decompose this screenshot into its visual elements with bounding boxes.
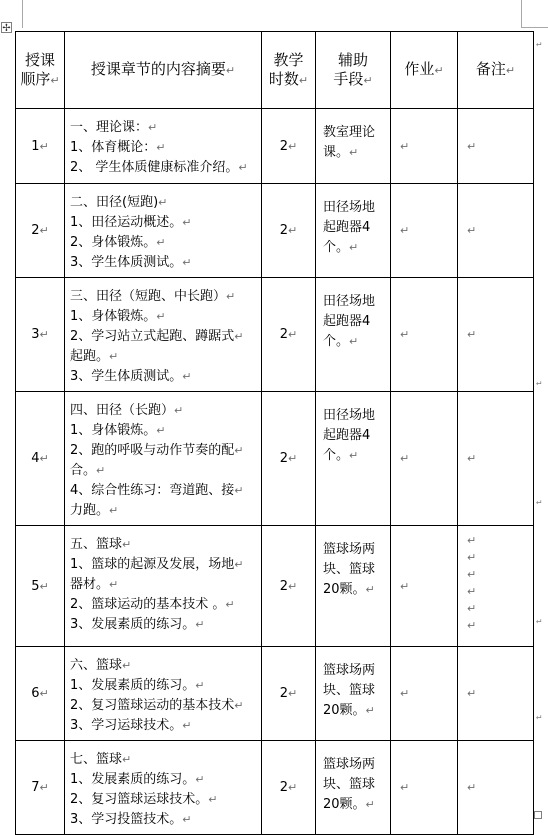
paragraph-mark: ↵ (400, 328, 410, 341)
content-line: 三、田径（短跑、中长跑）↵ (70, 289, 236, 304)
paragraph-mark: ↵ (122, 538, 132, 551)
row-notes (458, 392, 534, 526)
header-order: 授课 顺序↵ (16, 32, 65, 109)
aid-line: 20颗。↵ (323, 582, 375, 597)
table-header-row (16, 32, 534, 109)
table-row (16, 184, 534, 278)
row-hours: 2↵ (262, 278, 316, 392)
aid-line: 起跑器4 (323, 314, 371, 329)
content-line: 3、学习投篮技术。↵ (70, 812, 192, 827)
content-line: 二、田径(短跑)↵ (70, 195, 168, 210)
row-content (65, 109, 262, 184)
paragraph-mark: ↵ (349, 241, 359, 254)
header-hours: 教学 时数↵ (262, 32, 316, 109)
aid-line: 个。↵ (323, 240, 359, 255)
paragraph-mark: ↵ (96, 464, 106, 477)
row-aids (316, 741, 391, 835)
paragraph-mark: ↵ (226, 290, 236, 303)
aid-line: 篮球场两 (323, 542, 376, 557)
paragraph-mark: ↵ (288, 139, 298, 153)
content-line: 1、篮球的起源及发展，场地↵ (70, 557, 244, 572)
row-hours: 2↵ (262, 109, 316, 184)
right-margin-mark-4: ↵ (536, 616, 542, 626)
paragraph-mark: ↵ (182, 719, 192, 732)
paragraph-mark: ↵ (234, 484, 244, 497)
content-line: 1、身体锻炼。↵ (70, 309, 166, 324)
paragraph-mark: ↵ (288, 224, 298, 237)
content-line: 起跑。↵ (70, 349, 119, 364)
right-margin-mark-5: ↵ (536, 712, 542, 722)
paragraph-mark: ↵ (109, 350, 119, 363)
content-line: 2、身体锻炼。↵ (70, 235, 166, 250)
paragraph-mark: ↵ (467, 534, 477, 547)
paragraph-mark: ↵ (39, 579, 49, 593)
paragraph-mark: ↵ (288, 687, 298, 700)
paragraph-mark: ↵ (39, 452, 49, 465)
paragraph-mark: ↵ (208, 793, 218, 806)
row-order: 6↵ (16, 647, 65, 741)
row-order: 4↵ (16, 392, 65, 526)
row-aids (316, 184, 391, 278)
paragraph-mark: ↵ (156, 424, 166, 437)
table-row (16, 278, 534, 392)
paragraph-mark: ↵ (122, 753, 132, 766)
paragraph-mark: ↵ (400, 687, 410, 700)
paragraph-mark: ↵ (39, 139, 49, 153)
paragraph-mark: ↵ (156, 310, 166, 323)
paragraph-mark: ↵ (148, 121, 158, 134)
row-notes (458, 647, 534, 741)
paragraph-mark: ↵ (400, 139, 410, 153)
paragraph-mark: ↵ (467, 452, 477, 465)
row-homework (391, 647, 458, 741)
right-margin-mark-3: ↵ (536, 497, 542, 507)
aid-line: 田径场地 (323, 294, 376, 309)
table-row (16, 392, 534, 526)
content-line: 1、田径运动概述。↵ (70, 215, 192, 230)
page-corner-mark-bottom (521, 27, 548, 28)
row-aids (316, 392, 391, 526)
aid-line: 教室理论 (323, 125, 376, 140)
row-notes (458, 278, 534, 392)
content-line: 3、学生体质测试。↵ (70, 369, 192, 384)
paragraph-mark: ↵ (365, 704, 375, 717)
content-line: 一、理论课：↵ (70, 120, 158, 135)
paragraph-mark: ↵ (234, 558, 244, 571)
header-notes: 备注↵ (458, 32, 534, 109)
row-aids (316, 526, 391, 647)
content-line: 2、 学生体质健康标准介绍。↵ (70, 160, 248, 175)
paragraph-mark: ↵ (400, 579, 410, 593)
content-line: 四、田径（长跑）↵ (70, 403, 184, 418)
right-margin-mark-2: ↵ (536, 378, 542, 388)
content-line: 3、学生体质测试。↵ (70, 255, 192, 270)
row-notes (458, 109, 534, 184)
row-order: 7↵ (16, 741, 65, 835)
content-line: 1、身体锻炼。↵ (70, 423, 166, 438)
paragraph-mark: ↵ (467, 224, 477, 237)
aid-line: 块、篮球 (323, 777, 376, 792)
content-line: 六、篮球↵ (70, 658, 132, 673)
page-corner-mark-left (22, 0, 23, 28)
table-resize-handle[interactable] (534, 811, 542, 819)
paragraph-mark: ↵ (467, 687, 477, 700)
paragraph-mark: ↵ (174, 404, 184, 417)
paragraph-mark: ↵ (195, 618, 205, 631)
paragraph-mark: ↵ (156, 236, 166, 249)
paragraph-mark: ↵ (365, 583, 375, 596)
paragraph-mark: ↵ (234, 699, 244, 712)
content-line: 力跑。↵ (70, 503, 119, 518)
header-aids: 辅助 手段↵ (316, 32, 391, 109)
right-margin-mark-1: ↵ (536, 39, 542, 49)
paragraph-mark: ↵ (109, 504, 119, 517)
paragraph-mark: ↵ (122, 659, 132, 672)
aid-line: 起跑器4 (323, 428, 371, 443)
paragraph-mark: ↵ (467, 568, 477, 581)
table-row (16, 526, 534, 647)
paragraph-mark: ↵ (158, 196, 168, 209)
paragraph-mark: ↵ (182, 256, 192, 269)
content-line: 2、学习站立式起跑、蹲踞式↵ (70, 329, 244, 344)
row-homework (391, 184, 458, 278)
aid-line: 20颗。↵ (323, 703, 375, 718)
paragraph-mark: ↵ (400, 452, 410, 465)
paragraph-mark: ↵ (400, 224, 410, 237)
content-line: 七、篮球↵ (70, 752, 132, 767)
row-notes (458, 184, 534, 278)
row-content (65, 184, 262, 278)
paragraph-mark: ↵ (234, 330, 244, 343)
row-homework (391, 741, 458, 835)
aid-line: 起跑器4 (323, 220, 371, 235)
header-homework: 作业↵ (391, 32, 458, 109)
content-line: 1、体育概论：↵ (70, 140, 166, 155)
paragraph-mark: ↵ (467, 328, 477, 341)
aid-line: 课。↵ (323, 145, 359, 160)
content-line: 1、发展素质的练习。↵ (70, 772, 205, 787)
aid-line: 篮球场两 (323, 663, 376, 678)
aid-line: 个。↵ (323, 334, 359, 349)
row-hours: 2↵ (262, 184, 316, 278)
row-order: 3↵ (16, 278, 65, 392)
content-line: 3、学习运球技术。↵ (70, 718, 192, 733)
row-notes (458, 741, 534, 835)
row-order: 1↵ (16, 109, 65, 184)
paragraph-mark: ↵ (39, 328, 49, 341)
paragraph-mark: ↵ (225, 598, 235, 611)
aid-line: 块、篮球 (323, 562, 376, 577)
aid-line: 篮球场两 (323, 757, 376, 772)
course-schedule-table (15, 31, 534, 835)
paragraph-mark: ↵ (349, 335, 359, 348)
row-content (65, 647, 262, 741)
row-homework (391, 109, 458, 184)
content-line: 2、跑的呼吸与动作节奏的配↵ (70, 443, 244, 458)
content-line: 合。↵ (70, 463, 106, 478)
table-row (16, 741, 534, 835)
paragraph-mark: ↵ (467, 585, 477, 598)
paragraph-mark: ↵ (467, 139, 477, 153)
paragraph-mark: ↵ (467, 602, 477, 615)
paragraph-mark: ↵ (195, 773, 205, 786)
row-order: 5↵ (16, 526, 65, 647)
paragraph-mark: ↵ (288, 328, 298, 341)
aid-line: 20颗。↵ (323, 797, 375, 812)
content-line: 器材。↵ (70, 577, 119, 592)
paragraph-mark: ↵ (288, 781, 298, 794)
paragraph-mark: ↵ (467, 551, 477, 564)
paragraph-mark: ↵ (109, 578, 119, 591)
row-hours: 2↵ (262, 392, 316, 526)
row-order: 2↵ (16, 184, 65, 278)
aid-line: 田径场地 (323, 408, 376, 423)
row-hours: 2↵ (262, 647, 316, 741)
paragraph-mark: ↵ (39, 224, 49, 237)
aid-line: 块、篮球 (323, 683, 376, 698)
content-line: 4、综合性练习：弯道跑、接↵ (70, 483, 244, 498)
content-line: 2、复习篮球运球技术。↵ (70, 792, 218, 807)
paragraph-mark: ↵ (467, 619, 477, 632)
paragraph-mark: ↵ (238, 161, 248, 174)
row-aids (316, 109, 391, 184)
paragraph-mark: ↵ (39, 687, 49, 700)
row-content (65, 741, 262, 835)
page-corner-mark-right (521, 0, 522, 28)
row-content (65, 278, 262, 392)
paragraph-mark: ↵ (182, 370, 192, 383)
table-row (16, 109, 534, 184)
paragraph-mark: ↵ (156, 141, 166, 154)
paragraph-mark: ↵ (365, 798, 375, 811)
row-content (65, 392, 262, 526)
table-move-handle-icon[interactable]: ✢ (2, 23, 11, 34)
header-content: 授课章节的内容摘要↵ (65, 32, 262, 109)
paragraph-mark: ↵ (39, 781, 49, 794)
row-aids (316, 278, 391, 392)
row-hours: 2↵ (262, 741, 316, 835)
paragraph-mark: ↵ (288, 452, 298, 465)
paragraph-mark: ↵ (288, 579, 298, 593)
paragraph-mark: ↵ (195, 679, 205, 692)
row-notes (458, 526, 534, 647)
row-homework (391, 278, 458, 392)
row-aids (316, 647, 391, 741)
paragraph-mark: ↵ (182, 813, 192, 826)
content-line: 五、篮球↵ (70, 537, 132, 552)
row-content (65, 526, 262, 647)
row-hours: 2↵ (262, 526, 316, 647)
aid-line: 个。↵ (323, 448, 359, 463)
paragraph-mark: ↵ (234, 444, 244, 457)
paragraph-mark: ↵ (182, 216, 192, 229)
content-line: 1、发展素质的练习。↵ (70, 678, 205, 693)
content-line: 2、复习篮球运动的基本技术↵ (70, 698, 244, 713)
aid-line: 田径场地 (323, 200, 376, 215)
paragraph-mark: ↵ (349, 146, 359, 159)
paragraph-mark: ↵ (349, 449, 359, 462)
row-homework (391, 392, 458, 526)
content-line: 3、发展素质的练习。↵ (70, 617, 205, 632)
paragraph-mark: ↵ (400, 781, 410, 794)
table-row (16, 647, 534, 741)
paragraph-mark: ↵ (467, 781, 477, 794)
content-line: 2、篮球运动的基本技术 。↵ (70, 597, 235, 612)
row-homework (391, 526, 458, 647)
